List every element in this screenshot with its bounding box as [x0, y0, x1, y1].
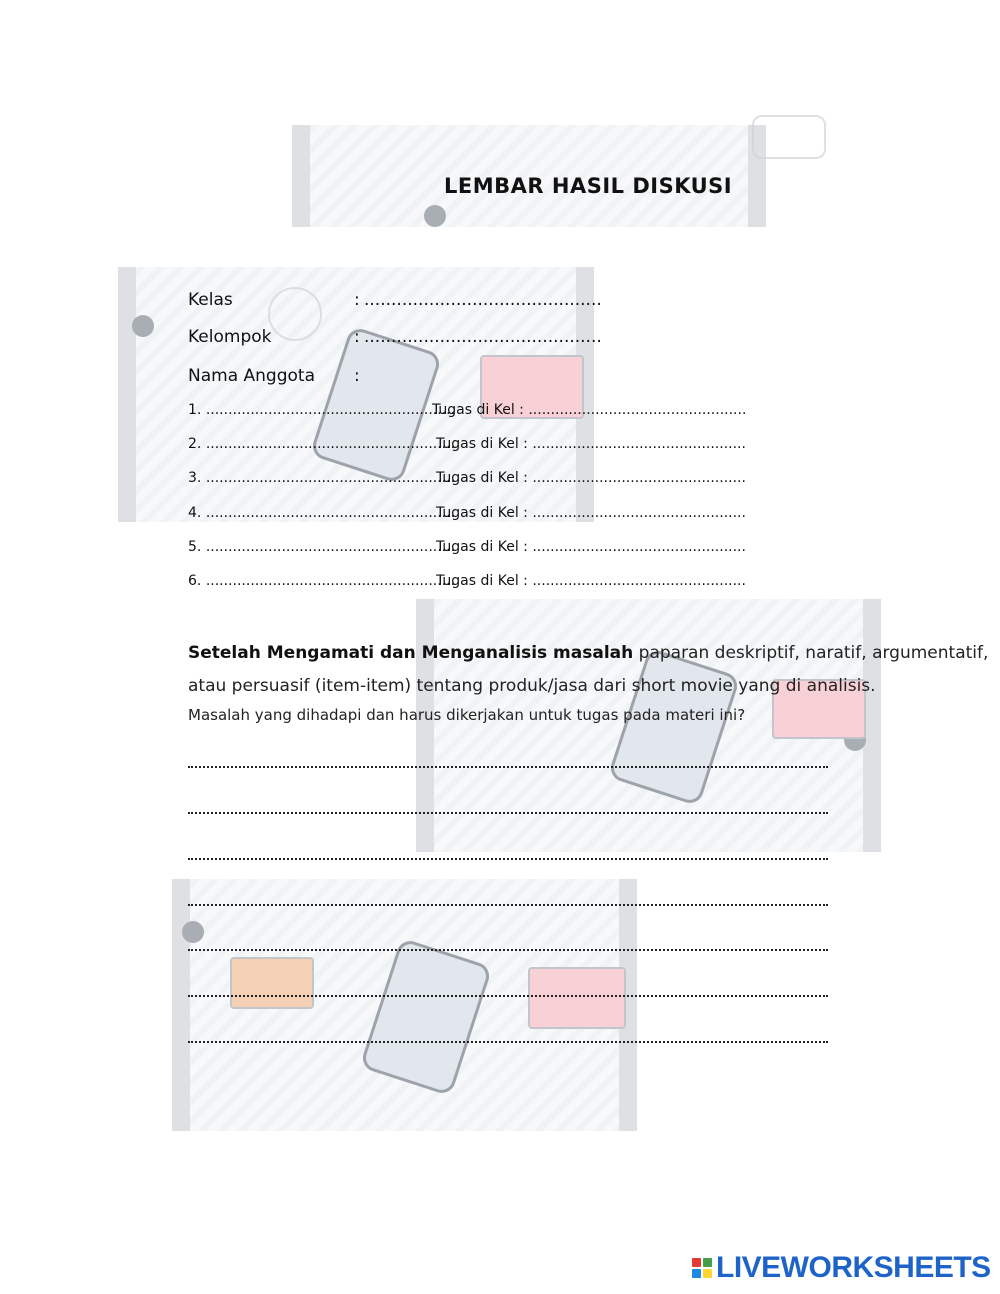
member-row: [188, 539, 746, 555]
doodle-dot: [182, 921, 204, 943]
member-task: [436, 436, 746, 452]
logo-square: [692, 1258, 701, 1267]
logo-square: [692, 1269, 701, 1278]
kelompok-input-line[interactable]: ............................................: [364, 327, 602, 347]
answer-line[interactable]: [188, 904, 828, 906]
member-name-line[interactable]: ........................................................: [205, 436, 456, 452]
member-row: [188, 505, 746, 521]
panel-edge-left: [172, 879, 190, 1131]
member-task: [436, 573, 746, 589]
member-number: 6.: [188, 573, 206, 589]
gear-doodle: [268, 287, 322, 341]
answer-line[interactable]: [188, 858, 828, 860]
tugas-label: Tugas di Kel :: [436, 573, 533, 589]
logo-square: [703, 1258, 712, 1267]
tugas-label: Tugas di Kel :: [436, 436, 533, 452]
tugas-input-line[interactable]: ................................................: [532, 470, 746, 486]
member-number: 4.: [188, 505, 206, 521]
liveworksheets-logo-icon: [692, 1258, 712, 1278]
brand-name: LIVEWORKSHEETS: [716, 1251, 991, 1284]
member-number: 1.: [188, 402, 206, 418]
tugas-label: Tugas di Kel :: [436, 505, 533, 521]
monitor-doodle: [528, 967, 626, 1029]
phone-doodle: [359, 937, 492, 1096]
member-number: 3.: [188, 470, 206, 486]
tugas-input-line[interactable]: ................................................: [532, 505, 746, 521]
member-name-line[interactable]: ........................................................: [205, 505, 456, 521]
answer-line[interactable]: [188, 812, 828, 814]
tugas-input-line[interactable]: .................................................: [528, 402, 747, 418]
field-label: Kelompok: [188, 327, 272, 347]
question-text: Masalah yang dihadapi dan harus dikerjakan untuk tugas pada materi ini?: [188, 706, 746, 724]
instruction-rest: paparan deskriptif, naratif, argumentatif,: [633, 643, 989, 663]
member-row: [188, 402, 747, 418]
tugas-input-line[interactable]: ................................................: [532, 539, 746, 555]
member-name-line[interactable]: ........................................................: [205, 470, 456, 486]
member-name-line[interactable]: ........................................................: [205, 402, 456, 418]
bottom-background-image: [172, 879, 637, 1131]
phone-doodle: [607, 647, 740, 806]
doodle-dot: [132, 315, 154, 337]
field-label: Nama Anggota: [188, 366, 315, 386]
instruction-bold: Setelah Mengamati dan Menganalisis masalah: [188, 643, 634, 663]
middle-background-image: [416, 599, 881, 852]
member-row: [188, 470, 746, 486]
instruction-line-1: [188, 643, 988, 663]
field-colon: :: [354, 366, 360, 386]
member-task: [436, 505, 746, 521]
field-colon: :: [354, 327, 360, 347]
member-name-line[interactable]: ........................................................: [205, 573, 456, 589]
member-row: [188, 573, 746, 589]
tugas-label: Tugas di Kel :: [432, 402, 529, 418]
answer-line[interactable]: [188, 1041, 828, 1043]
instruction-line-2: atau persuasif (item-item) tentang produk/jasa dari short movie yang di analisis.: [188, 676, 876, 696]
doodle-shape: [752, 115, 826, 159]
camera-doodle: [230, 957, 314, 1009]
member-task: [436, 470, 746, 486]
member-task: [432, 402, 746, 418]
panel-edge-left: [118, 267, 136, 522]
member-row: [188, 436, 746, 452]
member-number: 5.: [188, 539, 206, 555]
kelas-input-line[interactable]: ............................................: [364, 290, 602, 310]
field-label: Kelas: [188, 290, 233, 310]
answer-line[interactable]: [188, 766, 828, 768]
field-colon: :: [354, 290, 360, 310]
member-task: [436, 539, 746, 555]
answer-line[interactable]: [188, 949, 828, 951]
panel-edge-left: [292, 125, 310, 227]
page-title: LEMBAR HASIL DISKUSI: [444, 174, 733, 198]
doodle-dot: [424, 205, 446, 227]
member-name-line[interactable]: ........................................................: [205, 539, 456, 555]
logo-square: [703, 1269, 712, 1278]
tugas-input-line[interactable]: ................................................: [532, 436, 746, 452]
tugas-label: Tugas di Kel :: [436, 470, 533, 486]
tugas-input-line[interactable]: ................................................: [532, 573, 746, 589]
tugas-label: Tugas di Kel :: [436, 539, 533, 555]
panel-edge-left: [416, 599, 434, 852]
liveworksheets-brand: [692, 1252, 991, 1284]
answer-line[interactable]: [188, 995, 828, 997]
member-number: 2.: [188, 436, 206, 452]
